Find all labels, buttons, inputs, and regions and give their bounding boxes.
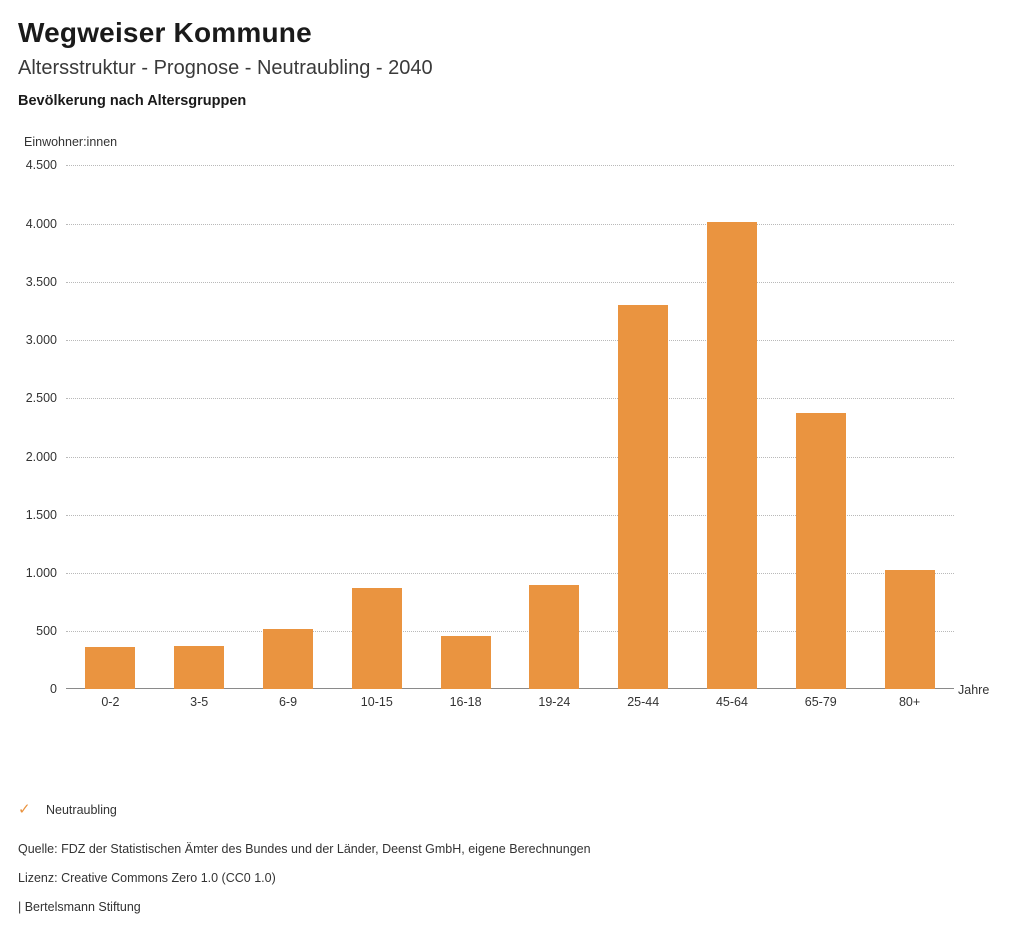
chart-title: Bevölkerung nach Altersgruppen — [18, 93, 247, 110]
x-axis-unit-label: Jahre — [958, 683, 990, 698]
legend-item-label: Neutraubling — [46, 802, 117, 817]
y-axis-tick-label: 2.500 — [25, 391, 57, 406]
bar[interactable] — [885, 570, 935, 689]
bar-slot — [244, 165, 333, 689]
footer-license: Lizenz: Creative Commons Zero 1.0 (CC0 1.0) — [18, 871, 276, 885]
y-axis-tick-label: 3.500 — [25, 274, 57, 289]
x-axis-tick-label: 25-44 — [627, 695, 660, 710]
bar-slot — [332, 165, 421, 689]
bar[interactable] — [352, 588, 402, 690]
bar[interactable] — [174, 646, 224, 689]
bar-slot — [421, 165, 510, 689]
bar-slot — [599, 165, 688, 689]
y-axis-tick-label: 0 — [50, 682, 57, 697]
x-axis-tick-label: 19-24 — [538, 695, 571, 710]
chart-legend[interactable] — [18, 802, 117, 817]
bar-group — [66, 165, 954, 689]
footer-publisher: | Bertelsmann Stiftung — [18, 900, 141, 914]
bar[interactable] — [263, 629, 313, 690]
y-axis-tick-label: 500 — [36, 624, 57, 639]
x-axis-tick-label: 16-18 — [449, 695, 482, 710]
bar[interactable] — [441, 636, 491, 689]
x-axis-tick-label: 10-15 — [360, 695, 393, 710]
y-axis-tick-label: 2.000 — [25, 449, 57, 464]
page-title: Wegweiser Kommune — [18, 17, 312, 48]
x-axis-tick-label: 65-79 — [804, 695, 837, 710]
bar[interactable] — [707, 222, 757, 689]
x-axis-tick-label: 80+ — [898, 695, 921, 710]
plot-area — [25, 158, 954, 697]
y-axis-tick-label: 4.000 — [25, 216, 57, 231]
bar-slot — [688, 165, 777, 689]
footer-source: Quelle: FDZ der Statistischen Ämter des Bundes und der Länder, Deenst GmbH, eigene Berechnungen — [18, 842, 591, 856]
bar-slot — [66, 165, 155, 689]
bar[interactable] — [618, 305, 668, 689]
bar-slot — [865, 165, 954, 689]
chart-container — [0, 135, 1024, 755]
check-icon: ✓ — [18, 801, 31, 818]
y-axis-tick-label: 4.500 — [25, 158, 57, 173]
x-axis-tick-label: 6-9 — [278, 695, 298, 710]
y-axis-tick-label: 3.000 — [25, 333, 57, 348]
x-axis-tick-label: 3-5 — [190, 695, 209, 710]
bar[interactable] — [85, 647, 135, 689]
bar-slot — [776, 165, 865, 689]
x-axis-tick-label: 0-2 — [101, 695, 120, 710]
bar-slot — [510, 165, 599, 689]
x-axis-labels — [66, 695, 954, 709]
chart-footer — [18, 842, 998, 929]
x-axis-tick-label: 45-64 — [715, 695, 748, 710]
bar[interactable] — [529, 585, 579, 690]
y-axis-unit-label: Einwohner:innen — [24, 135, 118, 150]
bar[interactable] — [796, 413, 846, 690]
y-axis-tick-label: 1.000 — [25, 565, 57, 580]
page-subtitle: Altersstruktur - Prognose - Neutraubling - 2040 — [18, 57, 433, 80]
y-axis-tick-label: 1.500 — [25, 507, 57, 522]
chart-header — [0, 0, 1024, 109]
bar-slot — [155, 165, 244, 689]
